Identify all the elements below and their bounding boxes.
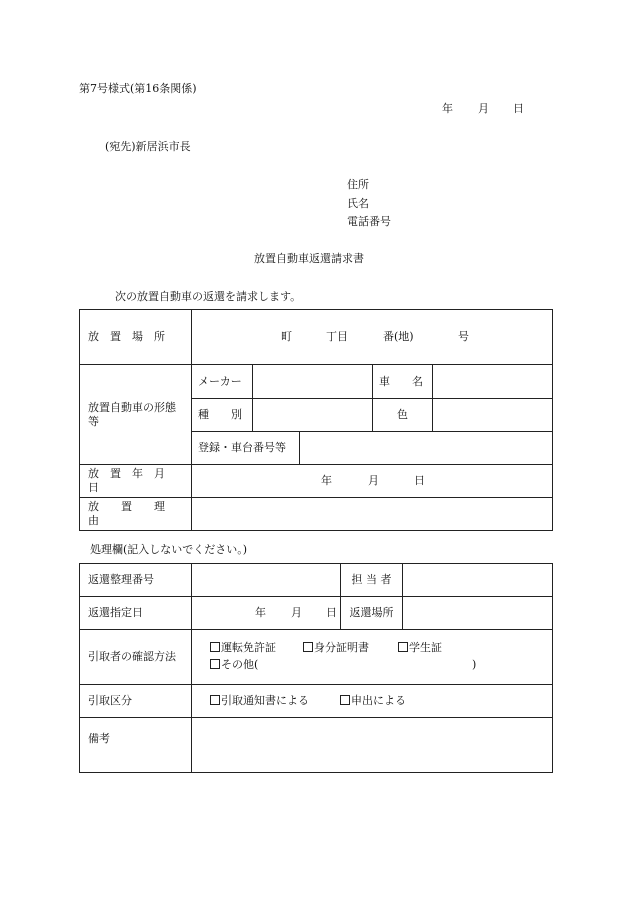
- type-value-cell[interactable]: [253, 399, 373, 432]
- return-day: 日: [326, 606, 337, 619]
- reason-label: 放 置 理 由: [88, 500, 187, 527]
- return-no-value-cell[interactable]: [192, 564, 341, 597]
- option-label: 申出による: [351, 694, 406, 707]
- return-month: 月: [291, 606, 302, 619]
- type-label: 種 別: [198, 408, 242, 421]
- date-row: [80, 465, 553, 498]
- option-label: 引取通知書による: [221, 694, 309, 707]
- address-label: 住所: [347, 178, 369, 191]
- maker-label: メーカー: [198, 374, 242, 388]
- checkbox-other[interactable]: [210, 658, 258, 672]
- left-date-day: 日: [414, 474, 425, 487]
- type-label-cell: [192, 399, 253, 432]
- staff-label: 担 当 者: [351, 573, 392, 586]
- date-label: 放 置 年 月 日: [88, 467, 176, 494]
- place-go: 号: [458, 330, 469, 343]
- checkbox-pickup-request[interactable]: [340, 694, 406, 708]
- color-label-cell: [373, 399, 433, 432]
- reason-label-cell: [80, 498, 192, 531]
- return-date-value-cell[interactable]: [192, 597, 341, 630]
- registration-label-cell: [192, 432, 300, 465]
- return-date-label: 返還指定日: [88, 606, 143, 619]
- phone-label: 電話番号: [347, 215, 391, 228]
- place-row: [80, 310, 553, 365]
- other-close-paren: ): [472, 658, 477, 671]
- pickup-row: [80, 685, 553, 718]
- form-number: 第7号様式(第16条関係): [79, 82, 197, 95]
- color-label: 色: [397, 408, 408, 421]
- option-label: 身分証明書: [314, 641, 369, 654]
- date-label-cell: [80, 465, 192, 498]
- date-month: 月: [478, 102, 489, 115]
- place-chome: 丁目: [326, 330, 348, 343]
- remarks-label: 備考: [88, 732, 110, 745]
- form-label-line1: 放置自動車の形態: [88, 400, 176, 414]
- checkbox-student-id[interactable]: [398, 641, 442, 655]
- pickup-label-cell: [80, 685, 192, 718]
- option-label: その他(: [221, 658, 259, 671]
- vehicle-info-table: [79, 309, 553, 531]
- processing-note: 処理欄(記入しないでください。): [90, 543, 248, 556]
- color-value-cell[interactable]: [433, 399, 553, 432]
- maker-value-cell[interactable]: [253, 365, 373, 399]
- left-date-year: 年: [321, 474, 332, 487]
- staff-label-cell: [341, 564, 403, 597]
- place-ban: 番(地): [383, 330, 414, 343]
- staff-value-cell[interactable]: [403, 564, 553, 597]
- remarks-label-cell: [80, 718, 192, 773]
- registration-value-cell[interactable]: [300, 432, 553, 465]
- return-year: 年: [255, 606, 266, 619]
- registration-label: 登録・車台番号等: [198, 441, 286, 454]
- place-label-cell: [80, 310, 192, 365]
- checkbox-id-card[interactable]: [303, 641, 369, 655]
- checkbox-icon: [210, 695, 220, 705]
- confirm-label-cell: [80, 630, 192, 685]
- place-label: 放 置 場 所: [88, 330, 165, 343]
- return-no-label-cell: [80, 564, 192, 597]
- reason-row: [80, 498, 553, 531]
- return-no-label: 返還整理番号: [88, 573, 154, 586]
- confirm-row: [80, 630, 553, 685]
- return-place-label-cell: [341, 597, 403, 630]
- processing-table: [79, 563, 553, 773]
- intro-text: 次の放置自動車の返還を請求します。: [115, 290, 302, 303]
- addressee: (宛先)新居浜市長: [105, 140, 191, 153]
- date-year: 年: [442, 102, 453, 115]
- date-value-cell[interactable]: [192, 465, 553, 498]
- return-place-value-cell[interactable]: [403, 597, 553, 630]
- checkbox-icon: [303, 642, 313, 652]
- return-date-row: [80, 597, 553, 630]
- place-machi: 町: [281, 330, 292, 343]
- checkbox-icon: [340, 695, 350, 705]
- return-date-label-cell: [80, 597, 192, 630]
- confirm-label: 引取者の確認方法: [88, 650, 176, 663]
- pickup-label: 引取区分: [88, 694, 132, 707]
- pickup-value-cell: [192, 685, 553, 718]
- remarks-value-cell[interactable]: [192, 718, 553, 773]
- form-label-cell: [80, 365, 192, 465]
- return-place-label: 返還場所: [349, 606, 394, 619]
- date-day: 日: [513, 102, 524, 115]
- car-name-label: 車 名: [379, 374, 423, 388]
- document-title: 放置自動車返還請求書: [254, 252, 364, 265]
- left-date-month: 月: [368, 474, 379, 487]
- place-value-cell[interactable]: [192, 310, 553, 365]
- reason-value-cell[interactable]: [192, 498, 553, 531]
- checkbox-icon: [398, 642, 408, 652]
- remarks-row: [80, 718, 553, 773]
- maker-row: [80, 365, 553, 399]
- option-label: 運転免許証: [221, 641, 276, 654]
- checkbox-icon: [210, 642, 220, 652]
- checkbox-icon: [210, 659, 220, 669]
- checkbox-pickup-notice[interactable]: [210, 694, 309, 708]
- confirm-value-cell: [192, 630, 553, 685]
- car-name-value-cell[interactable]: [433, 365, 553, 399]
- maker-label-cell: [192, 365, 253, 399]
- car-name-label-cell: [373, 365, 433, 399]
- form-label-line2: 等: [88, 414, 99, 428]
- option-label: 学生証: [409, 641, 442, 654]
- checkbox-drivers-license[interactable]: [210, 641, 276, 655]
- name-label: 氏名: [347, 197, 369, 210]
- return-no-row: [80, 564, 553, 597]
